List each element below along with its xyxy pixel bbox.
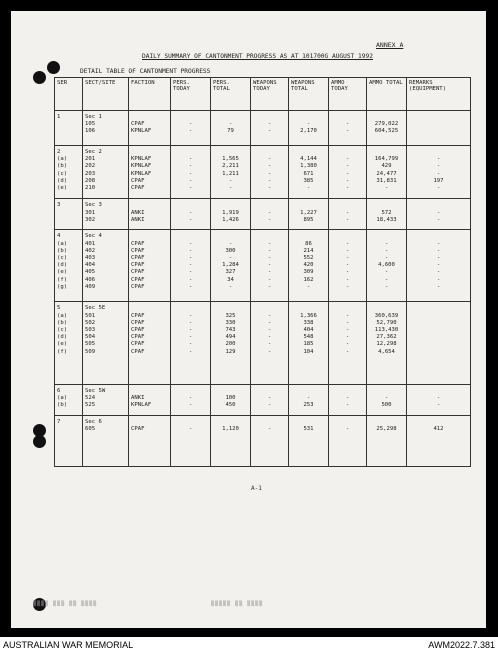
table-cell: CPAF KPNLAF (129, 111, 171, 146)
column-header: SER (55, 78, 83, 111)
punch-hole (33, 435, 46, 448)
table-cell: 1,120 (211, 415, 251, 467)
table-cell: ANKI ANKI (129, 199, 171, 230)
column-header: AMMO TODAY (329, 78, 367, 111)
table-cell: 7 (55, 415, 83, 467)
table-cell: - 500 (367, 384, 407, 415)
footer-institution: AUSTRALIAN WAR MEMORIAL (3, 640, 134, 650)
table-cell: CPAF (129, 415, 171, 467)
table-cell: - 79 (211, 111, 251, 146)
table-cell: - - - - - (171, 145, 211, 199)
faint-stamp: ▒▒▒▒▒ ▒▒ ▒▒▒▒ (211, 601, 264, 607)
table-cell: - - - - - - (171, 302, 211, 384)
table-cell: - (171, 415, 211, 467)
column-header: PERS. TOTAL (211, 78, 251, 111)
progress-table (54, 77, 470, 467)
table-cell: 412 (407, 415, 471, 467)
table-cell: 6 (a) (b) (55, 384, 83, 415)
table-cell: 164,799 429 24,477 31,831 - (367, 145, 407, 199)
archive-footer (0, 637, 498, 653)
table-cell: - - (407, 384, 471, 415)
table-cell: - - (251, 384, 289, 415)
table-cell: Sec 5W 524 525 (83, 384, 129, 415)
table-cell: 1,366 338 404 548 185 104 (289, 302, 329, 384)
table-cell: - - (171, 199, 211, 230)
column-header: AMMO TOTAL (367, 78, 407, 111)
table-cell: - 300 - 1,284 327 34 - (211, 230, 251, 302)
table-cell: 3 (55, 199, 83, 230)
table-cell: 325 330 743 494 200 129 (211, 302, 251, 384)
table-cell: - - (329, 111, 367, 146)
table-row (55, 302, 471, 384)
table-cell: 4 (a) (b) (c) (d) (e) (f) (g) (55, 230, 83, 302)
table-cell: Sec 3 301 302 (83, 199, 129, 230)
column-header: FACTION (129, 78, 171, 111)
column-header: PERS. TODAY (171, 78, 211, 111)
table-cell: - - (407, 199, 471, 230)
table-cell: 5 (a) (b) (c) (d) (e) (f) (55, 302, 83, 384)
page-number: A-1 (251, 485, 262, 492)
table-cell: 100 450 (211, 384, 251, 415)
faint-stamp: ▒▒▒▒ ▒▒▒ ▒▒ ▒▒▒▒ (33, 601, 98, 607)
annex-label: ANNEX A (376, 41, 404, 49)
punch-hole (33, 71, 46, 84)
table-cell: - - - - - - (251, 302, 289, 384)
table-cell: - (329, 415, 367, 467)
table-cell: 1,919 1,426 (211, 199, 251, 230)
document-page (11, 11, 486, 628)
table-row (55, 145, 471, 199)
column-header: SECT/SITE (83, 78, 129, 111)
table-cell (407, 111, 471, 146)
table-cell: - - - - - - - (329, 230, 367, 302)
table-cell: 4,144 1,380 671 385 - (289, 145, 329, 199)
column-header: WEAPONS TODAY (251, 78, 289, 111)
table-cell: Sec 2 201 202 203 208 210 (83, 145, 129, 199)
table-cell: KPNLAF KPNLAF KPNLAF CPAF CPAF (129, 145, 171, 199)
table-cell (407, 302, 471, 384)
column-header: REMARKS (EQUIPMENT) (407, 78, 471, 111)
table-cell: Sec 1 105 106 (83, 111, 129, 146)
table-cell: - 2,170 (289, 111, 329, 146)
table-header-row (55, 78, 471, 111)
table-cell: - - - - - - - (407, 230, 471, 302)
table-cell: 25,298 (367, 415, 407, 467)
table-row (55, 111, 471, 146)
table-cell: - - - 197 - (407, 145, 471, 199)
table-cell: 2 (a) (b) (c) (d) (e) (55, 145, 83, 199)
table-cell: 1 (55, 111, 83, 146)
table-cell: 1,565 2,211 1,211 - - (211, 145, 251, 199)
table-cell: Sec 4 401 402 403 404 405 406 409 (83, 230, 129, 302)
table-cell: ANKI KPNLAF (129, 384, 171, 415)
table-subtitle: DETAIL TABLE OF CANTONMENT PROGRESS (80, 68, 211, 75)
column-header: WEAPONS TOTAL (289, 78, 329, 111)
table-cell: - - - - - - - (251, 230, 289, 302)
table-cell: Sec 6 605 (83, 415, 129, 467)
table-cell: - - - - - (329, 145, 367, 199)
punch-hole (47, 61, 60, 74)
table-cell: - 253 (289, 384, 329, 415)
table-cell: - - (251, 199, 289, 230)
table-cell: Sec 5E 501 502 503 504 505 509 (83, 302, 129, 384)
table-row (55, 415, 471, 467)
table-cell: - - - - - - - (171, 230, 211, 302)
table-row (55, 384, 471, 415)
table-cell: - - (251, 111, 289, 146)
table-cell: CPAF CPAF CPAF CPAF CPAF CPAF CPAF (129, 230, 171, 302)
table-cell: 1,227 895 (289, 199, 329, 230)
table-cell: 86 214 552 420 309 162 - (289, 230, 329, 302)
table-row (55, 199, 471, 230)
table-cell: - - - - - (251, 145, 289, 199)
table-cell: 279,022 604,525 (367, 111, 407, 146)
footer-reference: AWM2022.7.381 (428, 640, 495, 650)
table-cell: - - (171, 111, 211, 146)
table-cell: - - (171, 384, 211, 415)
table-cell: CPAF CPAF CPAF CPAF CPAF CPAF (129, 302, 171, 384)
table-cell: - - (329, 199, 367, 230)
table-cell: - - (329, 384, 367, 415)
table-cell: 531 (289, 415, 329, 467)
table-cell: - - - - - - (329, 302, 367, 384)
table-row (55, 230, 471, 302)
document-title: DAILY SUMMARY OF CANTONMENT PROGRESS AS AT 101700G AUGUST 1992 (142, 53, 373, 60)
table-cell: 360,639 52,790 113,430 27,362 12,298 4,654 (367, 302, 407, 384)
table-cell: - - - 4,600 - - - (367, 230, 407, 302)
table-cell: - (251, 415, 289, 467)
table-cell: 572 18,433 (367, 199, 407, 230)
